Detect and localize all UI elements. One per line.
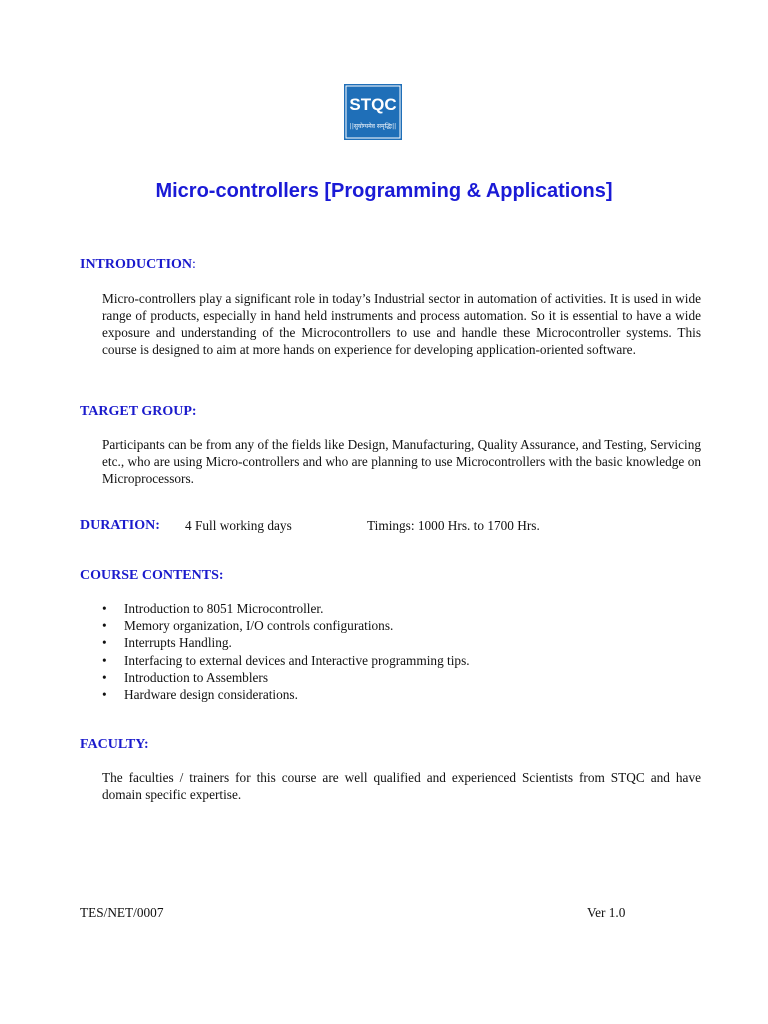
list-item <box>102 652 470 669</box>
list-item <box>102 669 470 686</box>
bullet-icon: • <box>102 652 107 668</box>
course-contents-heading: COURSE CONTENTS: <box>80 568 224 583</box>
list-item <box>102 686 470 703</box>
bullet-icon: • <box>102 618 107 634</box>
list-item-text: Introduction to 8051 Microcontroller. <box>124 601 324 616</box>
introduction-heading <box>80 257 196 273</box>
list-item <box>102 634 470 651</box>
list-item-text: Interrupts Handling. <box>124 635 232 651</box>
list-item-text: Hardware design considerations. <box>124 687 298 703</box>
faculty-heading: FACULTY: <box>80 737 149 752</box>
list-item-text: Interfacing to external devices and Interactive programming tips. <box>124 652 470 668</box>
list-item-text: Memory organization, I/O controls configurations. <box>124 618 394 634</box>
bullet-icon: • <box>102 601 107 616</box>
course-contents-list <box>102 600 470 703</box>
faculty-text: The faculties / trainers for this course are well qualified and experienced Scientists from STQC and have domain specific expertise. <box>102 770 701 802</box>
logo-tagline: ||सुयोग्यमेव समृद्धिः|| <box>349 123 397 130</box>
stqc-logo-graphic <box>344 84 402 140</box>
page-title: Micro-controllers [Programming & Applications] <box>155 180 613 202</box>
duration-value: 4 Full working days <box>185 518 292 533</box>
list-item <box>102 600 470 617</box>
footer-doc-id: TES/NET/0007 <box>80 905 164 920</box>
list-item <box>102 617 470 634</box>
list-item-text: Introduction to Assemblers <box>124 669 269 685</box>
target-group-heading: TARGET GROUP: <box>80 404 197 419</box>
footer-version: Ver 1.0 <box>587 905 626 920</box>
introduction-text: Micro-controllers play a significant role in today’s Industrial sector in automation of activities. It is used in wide range of products, especially in hand held instruments and process automation. So it is essential to have a wide exposure and understanding of the Microcontrollers to use and handle these Microcontroller systems. This course is designed to aim at more hands on experience for developing application-oriented software. <box>102 291 701 357</box>
target-group-text: Participants can be from any of the fields like Design, Manufacturing, Quality Assurance, and Testing, Servicing etc., who are using Micro-controllers and who are planning to use Microcontrollers with the basic knowledge on Microprocessors. <box>102 437 701 486</box>
timings-value: Timings: 1000 Hrs. to 1700 Hrs. <box>367 518 540 533</box>
logo-text: STQC <box>349 95 397 114</box>
bullet-icon: • <box>102 669 107 685</box>
duration-heading: DURATION: <box>80 518 160 533</box>
stqc-logo <box>344 84 402 140</box>
introduction-heading-colon: : <box>192 257 196 272</box>
bullet-icon: • <box>102 635 107 651</box>
introduction-heading-text: INTRODUCTION <box>80 257 193 272</box>
bullet-icon: • <box>102 687 107 703</box>
